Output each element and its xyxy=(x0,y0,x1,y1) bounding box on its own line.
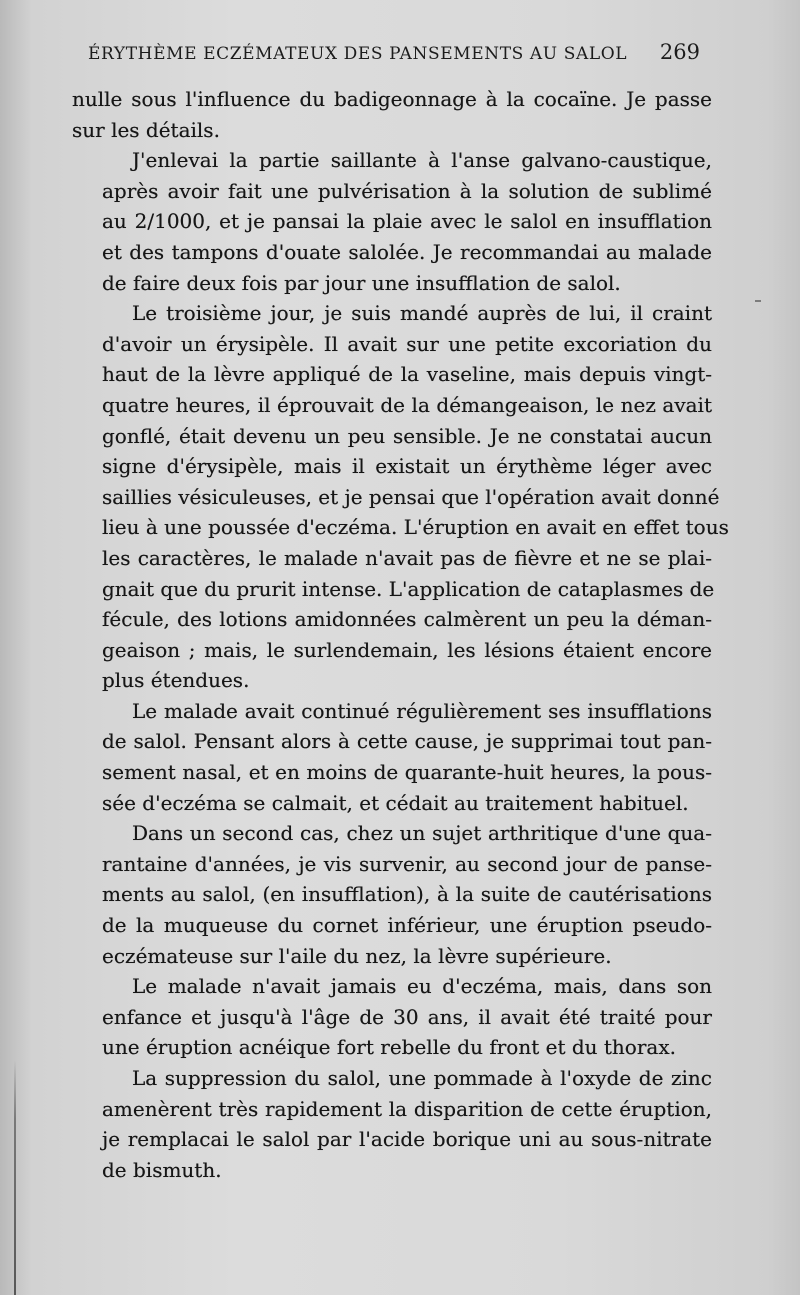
text-line: de bismuth. xyxy=(102,1157,222,1182)
text-line: une éruption acnéique fort rebelle du front et du thorax. xyxy=(102,1035,676,1060)
text-line: La suppression du salol, une pommade à l'oxyde de zinc xyxy=(132,1066,712,1090)
text-line: sur les détails. xyxy=(72,117,220,142)
text-line: gonflé, était devenu un peu sensible. Je ne constatai aucun xyxy=(102,423,712,448)
text-line: haut de la lèvre appliqué de la vaseline, mais depuis vingt- xyxy=(102,362,712,387)
text-line: Le troisième jour, je suis mandé auprès de lui, il craint xyxy=(132,301,712,326)
running-head xyxy=(88,40,708,70)
text-line: de salol. Pensant alors à cette cause, je supprimai tout pan- xyxy=(102,729,712,754)
text-line: je remplacai le salol par l'acide borique uni au sous-nitrate xyxy=(102,1127,712,1152)
text-line: fécule, des lotions amidonnées calmèrent un peu la déman- xyxy=(102,607,712,632)
paragraph xyxy=(72,971,712,1063)
text-line: quatre heures, il éprouvait de la démangeaison, le nez avait xyxy=(102,392,712,417)
text-line: de faire deux fois par jour une insufflation de salol. xyxy=(102,270,621,295)
paragraph xyxy=(72,1063,712,1185)
running-title: ÉRYTHÈME ECZÉMATEUX DES PANSEMENTS AU SALOL xyxy=(88,44,628,64)
paragraph xyxy=(72,696,712,818)
text-line: sée d'eczéma se calmait, et cédait au traitement habituel. xyxy=(102,790,689,815)
text-line: au 2/1000, et je pansai la plaie avec le salol en insufflation xyxy=(102,209,712,234)
text-line: amenèrent très rapidement la disparition de cette éruption, xyxy=(102,1096,712,1121)
text-line: enfance et jusqu'à l'âge de 30 ans, il avait été traité pour xyxy=(102,1004,712,1029)
text-line: rantaine d'années, je vis survenir, au second jour de panse- xyxy=(102,851,712,876)
paragraph xyxy=(72,84,712,145)
binding-shadow xyxy=(14,1060,16,1295)
text-line: sement nasal, et en moins de quarante-huit heures, la pous- xyxy=(102,760,712,785)
text-line: et des tampons d'ouate salolée. Je recommandai au malade xyxy=(102,239,712,264)
paragraph xyxy=(72,818,712,971)
text-line: d'avoir un érysipèle. Il avait sur une petite excoriation du xyxy=(102,331,712,356)
text-line: Le malade avait continué régulièrement ses insufflations xyxy=(132,698,712,723)
text-line: ments au salol, (en insufflation), à la suite de cautérisations xyxy=(102,882,712,907)
text-line: lieu à une poussée d'eczéma. L'éruption en avait en effet tous xyxy=(102,515,729,540)
paragraph xyxy=(72,298,729,696)
text-line: saillies vésiculeuses, et je pensai que l'opération avait donné xyxy=(102,484,720,509)
text-line: eczémateuse sur l'aile du nez, la lèvre supérieure. xyxy=(102,943,612,968)
margin-mark xyxy=(755,300,761,302)
text-line: signe d'érysipèle, mais il existait un érythème léger avec xyxy=(102,454,712,479)
text-line: les caractères, le malade n'avait pas de fièvre et ne se plai- xyxy=(102,545,712,570)
text-line: gnait que du prurit intense. L'application de cataplasmes de xyxy=(102,576,715,601)
paragraph xyxy=(72,145,712,298)
text-line: geaison ; mais, le surlendemain, les lésions étaient encore xyxy=(102,637,712,662)
text-line: nulle sous l'influence du badigeonnage à la cocaïne. Je passe xyxy=(72,87,712,111)
text-line: après avoir fait une pulvérisation à la solution de sublimé xyxy=(102,178,712,203)
page-number: 269 xyxy=(659,40,700,64)
body-text xyxy=(72,84,729,1185)
text-line: J'enlevai la partie saillante à l'anse galvano-caustique, xyxy=(132,148,712,173)
text-line: plus étendues. xyxy=(102,668,250,693)
text-line: Le malade n'avait jamais eu d'eczéma, mais, dans son xyxy=(132,974,712,999)
text-line: Dans un second cas, chez un sujet arthritique d'une qua- xyxy=(132,821,712,846)
text-line: de la muqueuse du cornet inférieur, une éruption pseudo- xyxy=(102,913,712,938)
